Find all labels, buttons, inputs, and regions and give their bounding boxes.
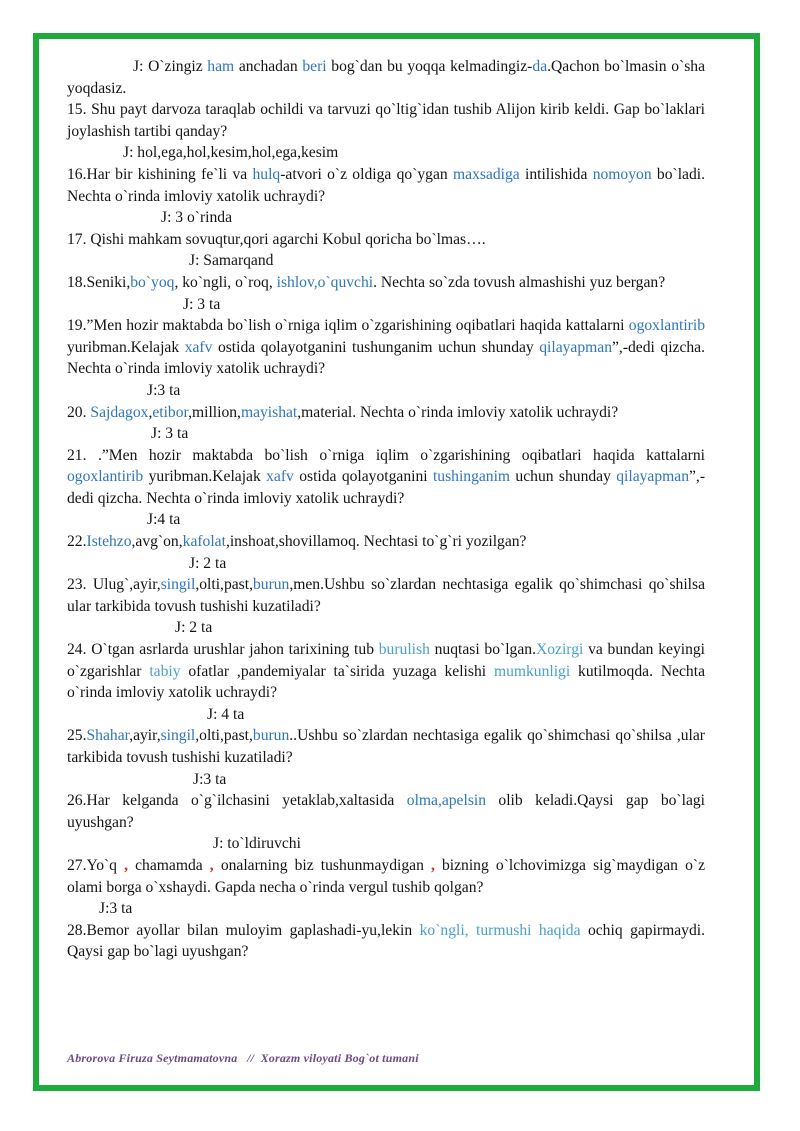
question-23: 23. Ulug`,ayir,singil,olti,past,burun,men.Ushbu so`zlardan nechtasiga egalik qo`shimchasi qo`shilsa ular tarkibida tovush tushishi kuzatiladi?	[67, 576, 706, 615]
answer-18: J: 3 ta	[183, 295, 221, 313]
answer-15: J: hol,ega,hol,kesim,hol,ega,kesim	[123, 144, 339, 162]
answer-19: J:3 ta	[147, 381, 181, 399]
answer-23: J: 2 ta	[175, 619, 213, 637]
footer-separator: //	[247, 1051, 255, 1065]
question-25: 25.Shahar,ayir,singil,olti,past,burun..Ushbu so`zlardan nechtasiga egalik qo`shimchasi qo`shilsa ,ular tarkibida tovush tushishi kuzatiladi?	[67, 727, 705, 766]
question-21: 21. .”Men hozir maktabda bo`lish o`rniga iqlim o`zgarishining oqibatlari haqida kattalarni ogoxlantirib yuribman.Kelajak xafv ostida qolayotganini tushinganim uchun shunday qilayapman”,-dedi qizcha. Nechta o`rinda imloviy xatolik uchraydi?	[67, 446, 706, 507]
answer-14: J: O`zingiz ham anchadan beri bog`dan bu yoqqa kelmadingiz-da.Qachon bo`lmasin o`sha yoqdasiz.	[67, 58, 705, 97]
question-15: 15. Shu payt darvoza taraqlab ochildi va tarvuzi qo`ltig`idan tushib Alijon kirib keldi. Gap bo`laklari joylashish tartibi qanday?	[67, 101, 705, 140]
answer-21: J:4 ta	[147, 511, 181, 529]
answer-24: J: 4 ta	[207, 705, 245, 723]
answer-17: J: Samarqand	[189, 252, 274, 270]
question-19: 19.”Men hozir maktabda bo`lish o`rniga iqlim o`zgarishining oqibatlari haqida kattalarni ogoxlantirib yuribman.Kelajak xafv ostida qolayotganini tushunganim uchun shunday qilayapman”,-dedi qizcha. Nechta o`rinda imloviy xatolik uchraydi?	[67, 317, 705, 378]
answer-16: J: 3 o`rinda	[161, 209, 233, 227]
answer-27: J:3 ta	[99, 900, 133, 918]
question-24: 24. O`tgan asrlarda urushlar jahon tarixining tub burulish nuqtasi bo`lgan.Xozirgi va bundan keyingi o`zgarishlar tabiy ofatlar ,pandemiyalar ta`sirida yuzaga kelishi mumkunligi kutilmoqda. Nechta o`rinda imloviy xatolik uchraydi?	[67, 641, 705, 702]
question-27: 27.Yo`q , chamamda , onalarning biz tushunmaydigan , bizning o`lchovimizga sig`maydigan o`z olami borga o`xshaydi. Gapda necha o`rinda vergul tushib qolgan?	[67, 856, 705, 896]
question-18: 18.Seniki,bo`yoq, ko`ngli, o`roq, ishlov,o`quvchi. Nechta so`zda tovush almashishi yuz bergan?	[67, 273, 666, 291]
question-17: 17. Qishi mahkam sovuqtur,qori agarchi Kobul qoricha bo`lmas….	[67, 230, 486, 248]
answer-26: J: to`ldiruvchi	[213, 835, 301, 853]
question-22: 22.Istehzo,avg`on,kafolat,inshoat,shovillamoq. Nechtasi to`g`ri yozilgan?	[67, 533, 527, 551]
footer-author: Abrorova Firuza Seytmamatovna	[67, 1051, 238, 1065]
question-20: 20. Sajdagox,etibor,million,mayishat,material. Nechta o`rinda imloviy xatolik uchraydi?	[67, 403, 619, 421]
question-26: 26.Har kelganda o`g`ilchasini yetaklab,xaltasida olma,apelsin olib keladi.Qaysi gap bo`lagi uyushgan?	[67, 792, 705, 831]
answer-22: J: 2 ta	[189, 554, 227, 572]
footer-place: Xorazm viloyati Bog`ot tumani	[260, 1051, 419, 1065]
answer-25: J:3 ta	[193, 770, 227, 788]
page-footer	[67, 1051, 419, 1066]
document-body	[67, 56, 705, 963]
question-16: 16.Har bir kishining fe`li va hulq-atvori o`z oldiga qo`ygan maxsadiga intilishida nomoyon bo`ladi. Nechta o`rinda imloviy xatolik uchraydi?	[67, 165, 706, 205]
question-28: 28.Bemor ayollar bilan muloyim gaplashadi-yu,lekin ko`ngli, turmushi haqida ochiq gapirmaydi. Qaysi gap bo`lagi uyushgan?	[67, 921, 705, 961]
answer-20: J: 3 ta	[151, 425, 189, 443]
